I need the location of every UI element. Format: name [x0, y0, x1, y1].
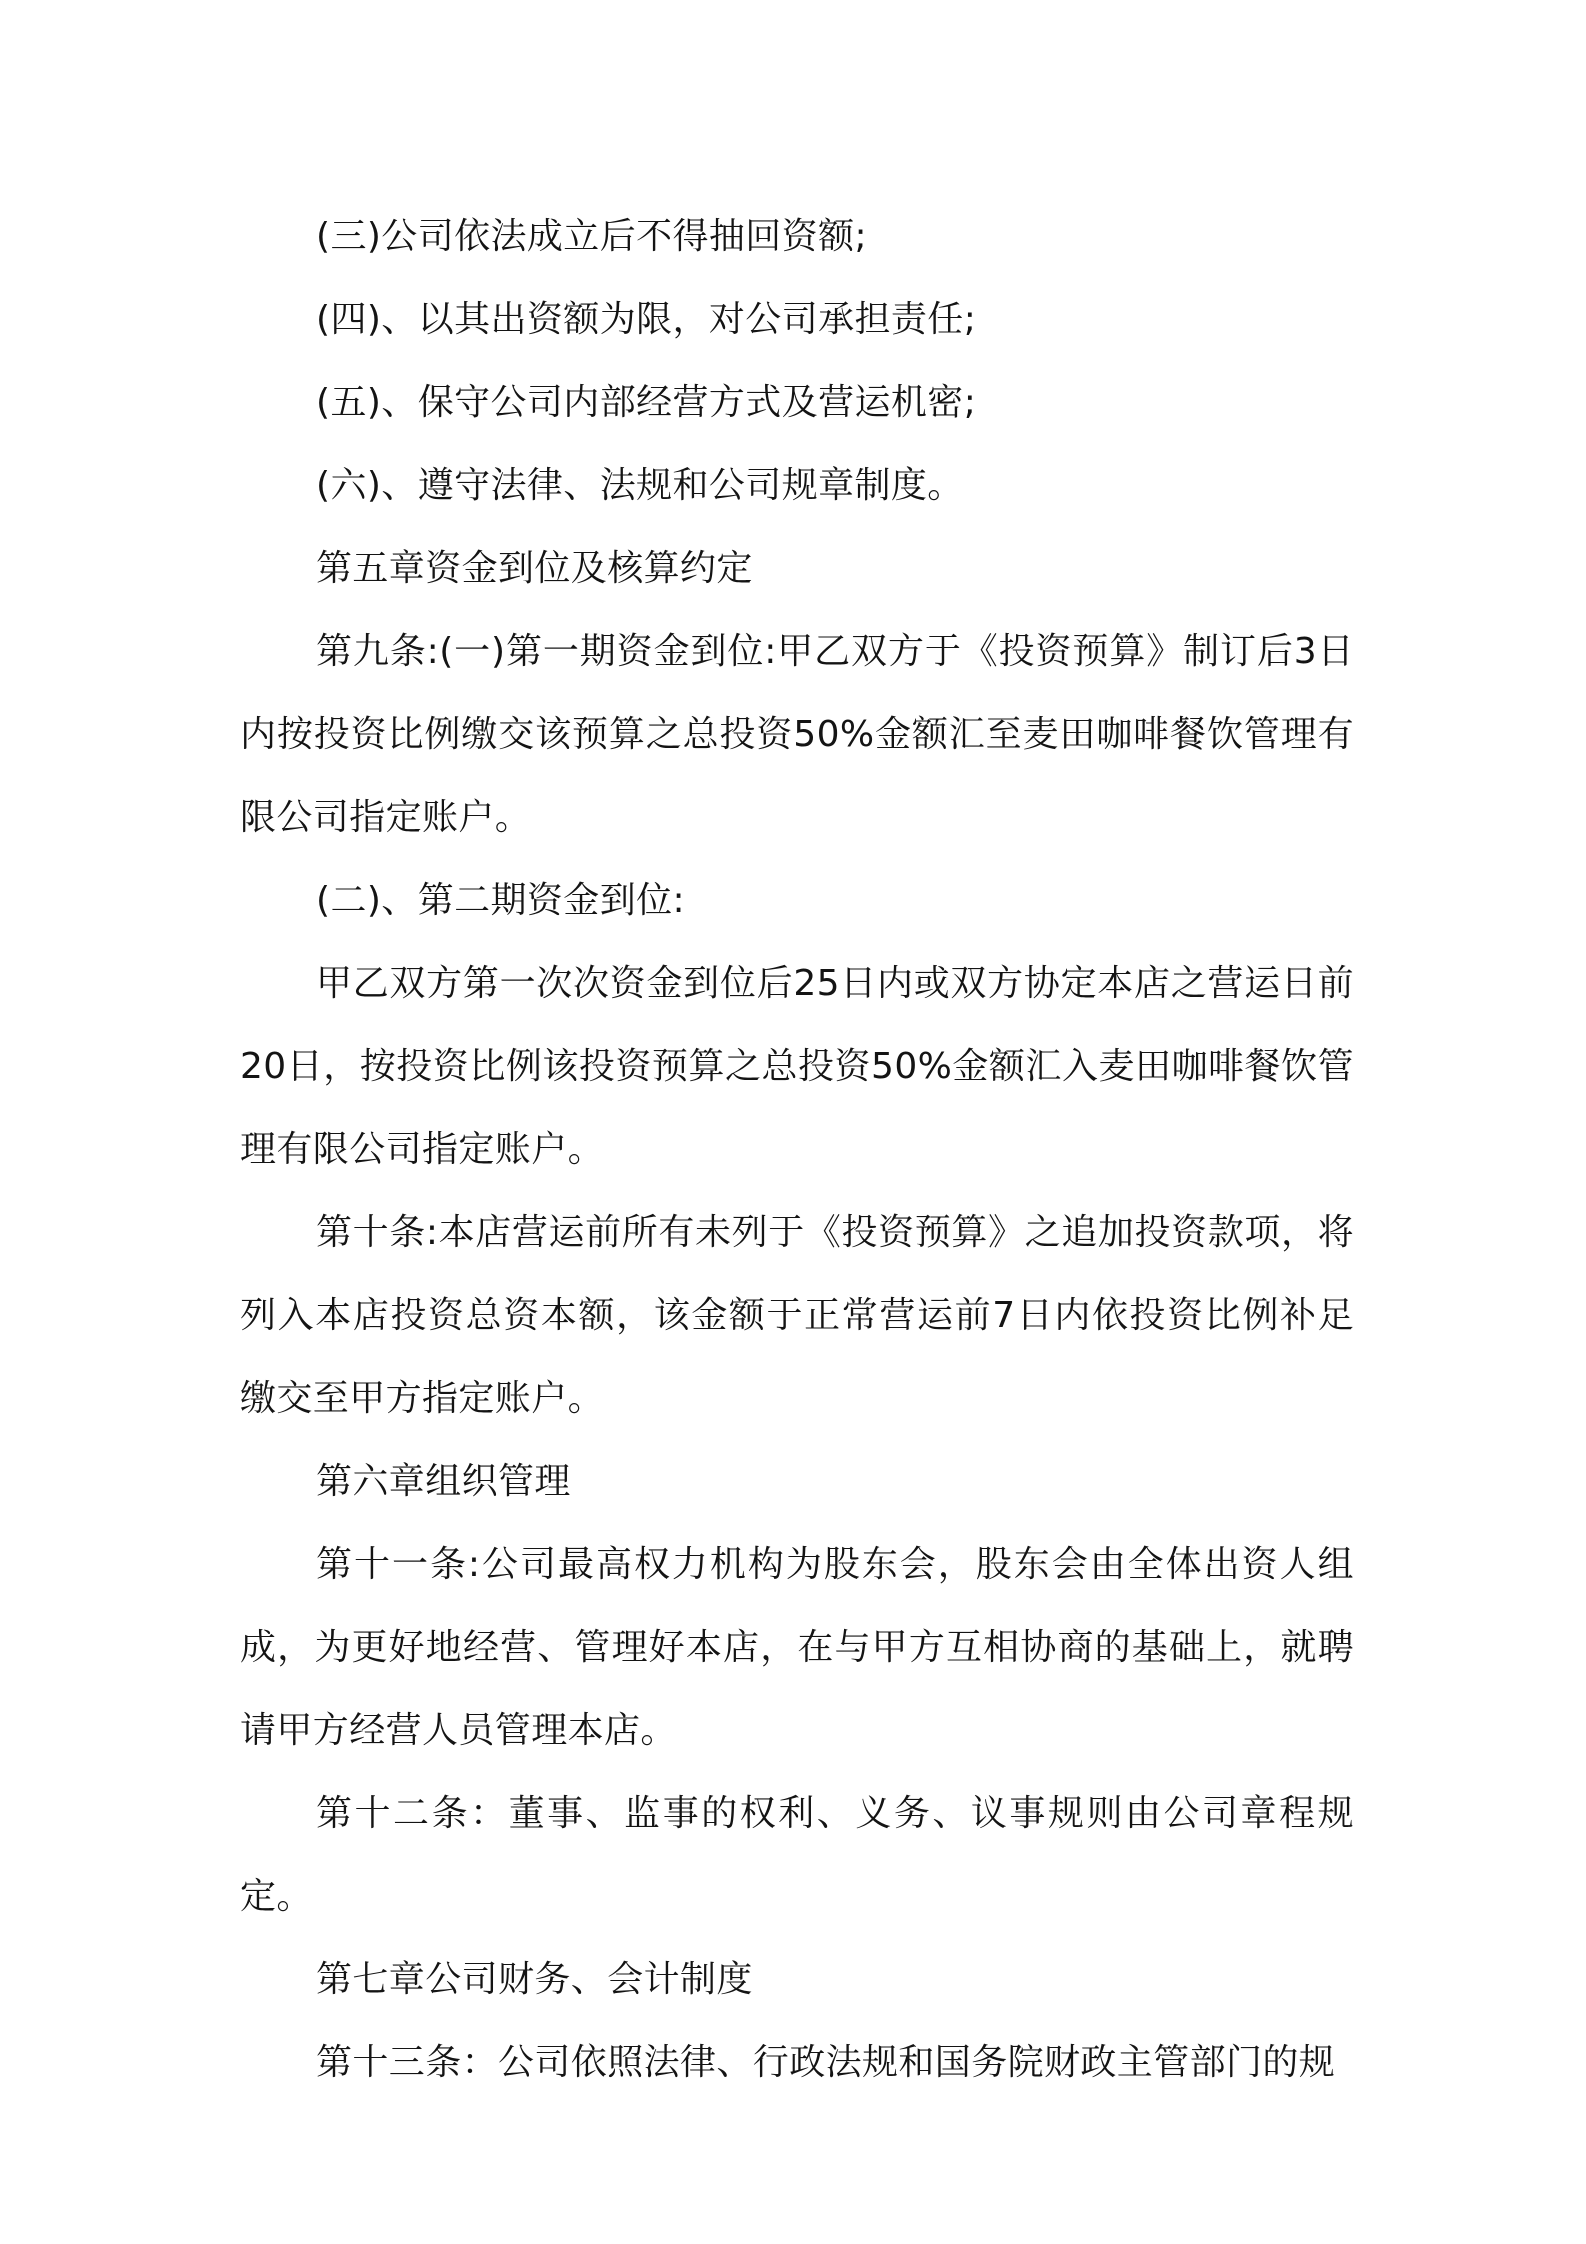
chapter-5-heading: 第五章资金到位及核算约定	[316, 548, 753, 589]
clause-6-compliance: (六)、遵守法律、法规和公司规章制度。	[316, 465, 964, 506]
article-9-part-2-body: 甲乙双方第一次次资金到位后25日内或双方协定本店之营运日前20日，按投资比例该投资预算之总投资50%金额汇入麦田咖啡餐饮管理有限公司指定账户。	[240, 963, 1354, 1170]
article-11-paragraph: 第十一条:公司最高权力机构为股东会，股东会由全体出资人组成，为更好地经营、管理好本店，在与甲方互相协商的基础上，就聘请甲方经营人员管理本店。	[240, 1544, 1354, 1751]
clause-3-no-withdrawal: (三)公司依法成立后不得抽回资额;	[316, 216, 868, 257]
chapter-7-heading: 第七章公司财务、会计制度	[316, 1959, 753, 2000]
document-body	[240, 195, 1354, 2104]
clause-5-confidentiality: (五)、保守公司内部经营方式及营运机密;	[316, 382, 977, 423]
article-13-paragraph: 第十三条：公司依照法律、行政法规和国务院财政主管部门的规	[316, 2042, 1336, 2083]
clause-4-liability: (四)、以其出资额为限，对公司承担责任;	[316, 299, 977, 340]
article-9-paragraph: 第九条:(一)第一期资金到位:甲乙双方于《投资预算》制订后3日内按投资比例缴交该预算之总投资50%金额汇至麦田咖啡餐饮管理有限公司指定账户。	[240, 631, 1354, 838]
article-9-part-2-heading: (二)、第二期资金到位:	[316, 880, 686, 921]
chapter-6-heading: 第六章组织管理	[316, 1461, 571, 1502]
article-10-paragraph: 第十条:本店营运前所有未列于《投资预算》之追加投资款项，将列入本店投资总资本额，该金额于正常营运前7日内依投资比例补足缴交至甲方指定账户。	[240, 1212, 1354, 1419]
article-12-paragraph: 第十二条：董事、监事的权利、义务、议事规则由公司章程规定。	[240, 1793, 1354, 1917]
